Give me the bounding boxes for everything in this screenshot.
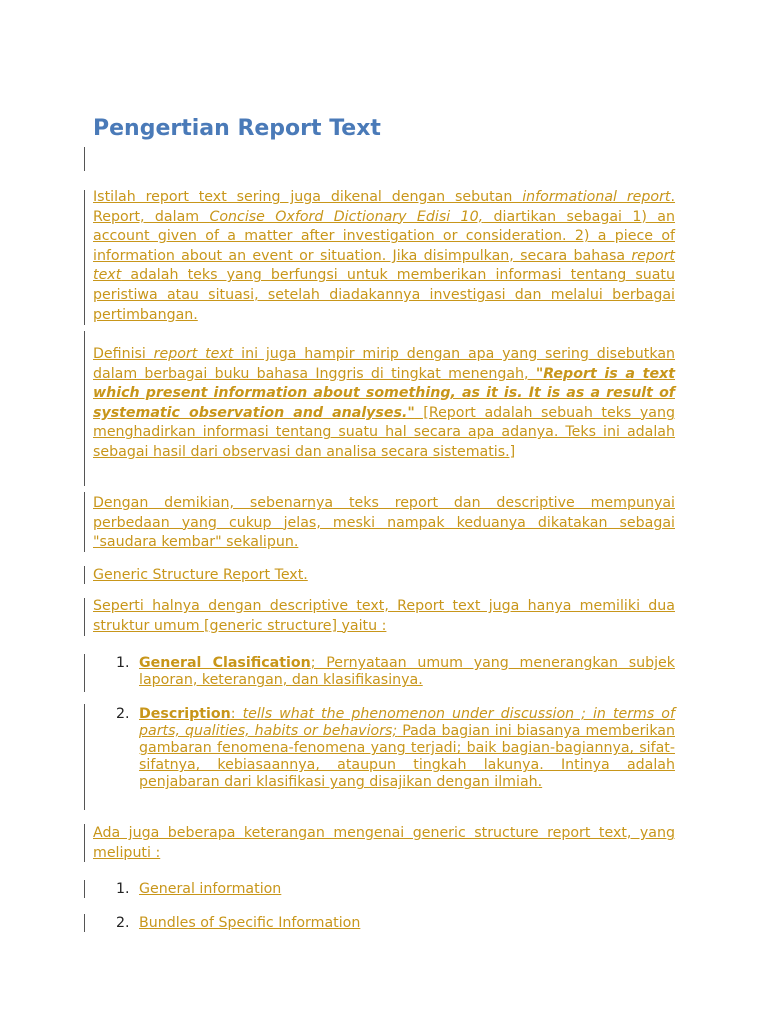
text-run: adalah teks yang berfungsi untuk memberikan informasi tentang suatu peristiwa atau situasi, setelah diadakannya investigasi dan melalui berbagai pertimbangan. bbox=[93, 267, 675, 323]
change-bar bbox=[84, 147, 85, 171]
italic-run: report text bbox=[93, 247, 675, 284]
list-number: 1. bbox=[116, 655, 130, 671]
list-number: 1. bbox=[116, 881, 130, 897]
change-bar bbox=[84, 654, 85, 692]
text-run: Definisi bbox=[93, 346, 154, 362]
change-bar bbox=[84, 824, 85, 862]
list-number: 2. bbox=[116, 706, 130, 722]
list-item-general-information: General information bbox=[139, 881, 282, 897]
paragraph-intro bbox=[93, 188, 675, 325]
change-bar bbox=[84, 914, 85, 932]
change-bar bbox=[84, 492, 85, 552]
change-bar bbox=[84, 190, 85, 325]
italic-run: informational report bbox=[522, 189, 671, 205]
list-item-general-clasification bbox=[139, 655, 675, 689]
text-run: Istilah report text sering juga dikenal dengan sebutan bbox=[93, 189, 523, 205]
text-run: : bbox=[230, 706, 243, 722]
text-run: ; Pernyataan umum yang menerangkan subjek laporan, keterangan, dan klasifikasinya. bbox=[139, 655, 675, 689]
text-run: ini juga hampir mirip dengan apa yang sering disebutkan dalam berbagai buku bahasa Inggris di tingkat menengah, bbox=[93, 346, 676, 382]
text-run: [Report adalah sebuah teks yang menghadirkan informasi tentang suatu hal secara apa adanya. Teks ini adalah sebagai hasil dari observasi dan analisa secara sistematis.] bbox=[93, 404, 675, 460]
italic-run: tells what the phenomenon under discussion ; in terms of parts, qualities, habits or behaviors; bbox=[139, 706, 675, 740]
quote-run: "Report is a text which present information about something, as it is. It is as a result of systematic observation and analyses." bbox=[93, 365, 676, 421]
change-bar bbox=[84, 598, 85, 636]
bold-run: General Clasification bbox=[139, 655, 311, 671]
text-run: . Report, dalam bbox=[93, 189, 676, 225]
italic-run: report text bbox=[153, 346, 234, 362]
change-bar bbox=[84, 566, 85, 584]
list-number: 2. bbox=[116, 915, 130, 931]
italic-run: Concise Oxford Dictionary Edisi 10, bbox=[209, 208, 484, 225]
list-item-bundles-specific-information: Bundles of Specific Information bbox=[139, 915, 361, 931]
text-run: diartikan sebagai 1) an account given of a matter after investigation or consideration. 2) a piece of information about an event or situation. Jika disimpulkan, secara bahasa bbox=[93, 208, 675, 264]
text-run: Pada bagian ini biasanya memberikan gambaran fenomena-fenomena yang terjadi; baik bagian-bagiannya, sifat-sifatnya, kebiasaannya, ataupun tingkah lakunya. Intinya adalah penjabaran dari klasifikasi yang disajikan dengan ilmiah. bbox=[139, 723, 675, 791]
bold-run: Description bbox=[139, 706, 231, 722]
list-item-description bbox=[139, 706, 675, 791]
paragraph-conclusion: Dengan demikian, sebenarnya teks report dan descriptive mempunyai perbedaan yang cukup jelas, meski nampak keduanya dikatakan sebagai "saudara kembar" sekalipun. bbox=[93, 495, 675, 551]
paragraph-additional-info: Ada juga beberapa keterangan mengenai generic structure report text, yang meliputi : bbox=[93, 825, 675, 861]
change-bar bbox=[84, 704, 85, 810]
change-bar bbox=[84, 880, 85, 898]
paragraph-structure-intro: Seperti halnya dengan descriptive text, Report text juga hanya memiliki dua struktur umum [generic structure] yaitu : bbox=[93, 598, 675, 634]
paragraph-definition bbox=[93, 345, 675, 463]
change-bar bbox=[84, 331, 85, 486]
paragraph-heading-generic-structure: Generic Structure Report Text. bbox=[93, 567, 308, 583]
page-title: Pengertian Report Text bbox=[93, 116, 381, 141]
